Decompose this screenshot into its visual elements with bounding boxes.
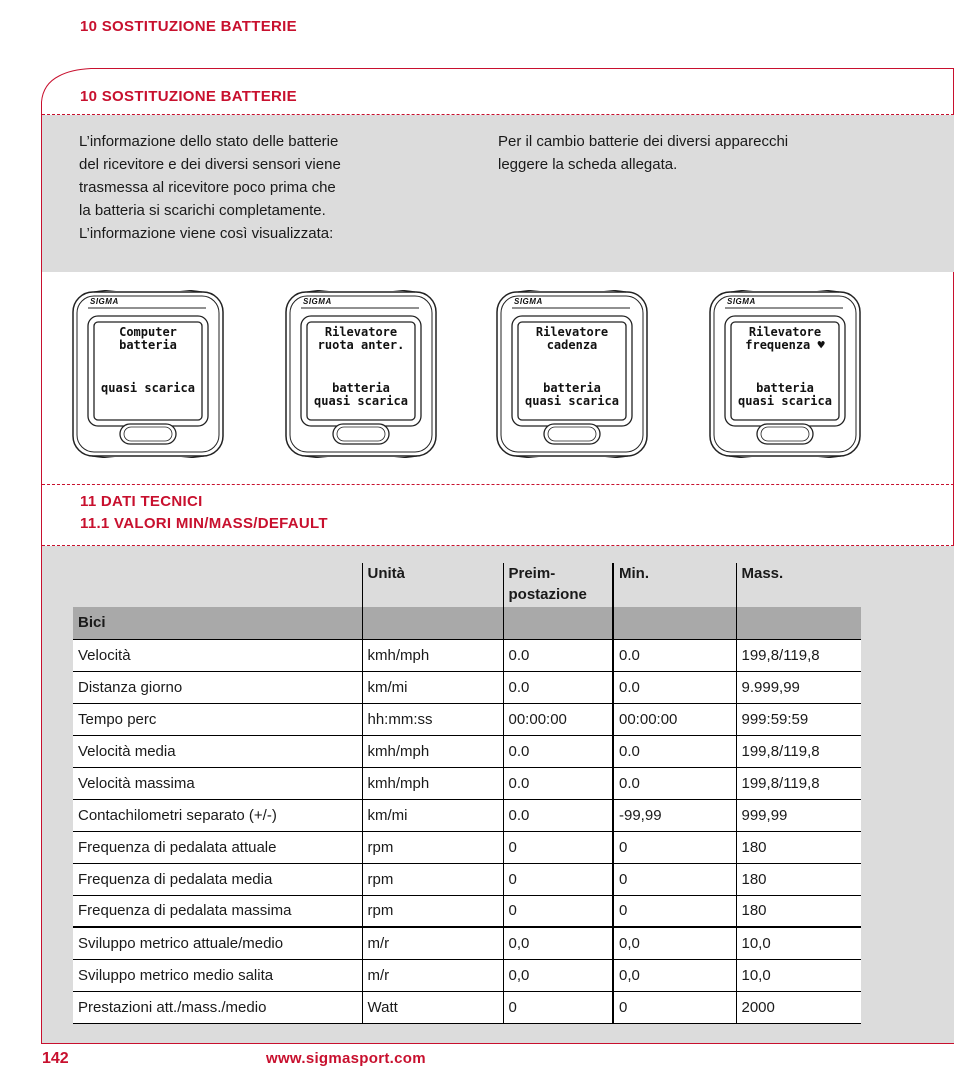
table-cell-max: 180 <box>736 895 861 927</box>
table-cell-label: Contachilometri separato (+/-) <box>73 799 362 831</box>
header-max: Mass. <box>736 563 861 607</box>
table-cell-min: 0.0 <box>613 767 736 799</box>
table-cell-max: 2000 <box>736 991 861 1023</box>
table-cell-unit: kmh/mph <box>362 639 503 671</box>
table-cell-label: Frequenza di pedalata media <box>73 863 362 895</box>
table-cell-max: 180 <box>736 863 861 895</box>
table-row <box>73 767 861 799</box>
table-cell-min: 0.0 <box>613 639 736 671</box>
table-cell-label: Frequenza di pedalata attuale <box>73 831 362 863</box>
section-10-title: 10 SOSTITUZIONE BATTERIE <box>80 88 297 105</box>
table-row <box>73 671 861 703</box>
table-cell-preset: 00:00:00 <box>503 703 613 735</box>
table-row <box>73 863 861 895</box>
table-cell-preset: 0.0 <box>503 767 613 799</box>
device-screen-text: quasi scarica <box>525 394 619 408</box>
table-cell-label: Velocità massima <box>73 767 362 799</box>
table-cell-label: Prestazioni att./mass./medio <box>73 991 362 1023</box>
category-row <box>73 607 861 639</box>
header-label <box>73 563 362 607</box>
table-cell-unit: Watt <box>362 991 503 1023</box>
category-label: Bici <box>73 607 362 639</box>
header-unit: Unità <box>362 563 503 607</box>
intro-right-text <box>498 130 878 176</box>
table-cell-preset: 0 <box>503 991 613 1023</box>
device-screen-text: quasi scarica <box>101 381 195 395</box>
table-cell-label: Tempo perc <box>73 703 362 735</box>
running-header: 10 SOSTITUZIONE BATTERIE <box>80 18 297 35</box>
device-screen-text: Rilevatore <box>748 325 822 339</box>
section-divider <box>42 484 954 485</box>
device-screen-text: batteria <box>756 381 814 395</box>
device-screen-text: Rilevatore <box>324 325 398 339</box>
header-preset-text: Preim- postazione <box>508 565 587 603</box>
table-cell-preset: 0.0 <box>503 639 613 671</box>
table-cell-max: 180 <box>736 831 861 863</box>
table-cell-unit: km/mi <box>362 671 503 703</box>
table-cell-unit: hh:mm:ss <box>362 703 503 735</box>
device-screen-text: frequenza ♥ <box>745 338 825 352</box>
table-cell-preset: 0.0 <box>503 799 613 831</box>
category-cell <box>362 607 503 639</box>
category-cell <box>613 607 736 639</box>
table-row <box>73 735 861 767</box>
footer-url[interactable]: www.sigmasport.com <box>266 1050 426 1067</box>
device-screen-text: Computer <box>119 325 177 339</box>
table-cell-min: -99,99 <box>613 799 736 831</box>
table-cell-unit: rpm <box>362 863 503 895</box>
table-cell-unit: kmh/mph <box>362 735 503 767</box>
table-cell-max: 9.999,99 <box>736 671 861 703</box>
table-cell-label: Frequenza di pedalata massima <box>73 895 362 927</box>
brand-logo: SIGMA <box>303 297 332 306</box>
table-cell-min: 0 <box>613 831 736 863</box>
table-row <box>73 703 861 735</box>
table-cell-unit: rpm <box>362 831 503 863</box>
table-cell-unit: m/r <box>362 959 503 991</box>
table-row <box>73 959 861 991</box>
device-screen-text: cadenza <box>546 338 598 352</box>
table-cell-min: 0 <box>613 991 736 1023</box>
table-cell-min: 0 <box>613 863 736 895</box>
header-min: Min. <box>613 563 736 607</box>
table-cell-preset: 0 <box>503 831 613 863</box>
bike-computer-device <box>285 290 437 458</box>
table-cell-unit: km/mi <box>362 799 503 831</box>
brand-logo: SIGMA <box>514 297 543 306</box>
section-11-subtitle: 11.1 VALORI MIN/MASS/DEFAULT <box>80 515 328 532</box>
table-cell-min: 0.0 <box>613 735 736 767</box>
table-cell-preset: 0,0 <box>503 927 613 959</box>
table-row <box>73 991 861 1023</box>
table-cell-max: 10,0 <box>736 927 861 959</box>
table-cell-min: 0,0 <box>613 959 736 991</box>
brand-logo: SIGMA <box>90 297 119 306</box>
intro-right-paragraph: Per il cambio batterie dei diversi apparecchi leggere la scheda allegata. <box>498 133 789 173</box>
table-cell-preset: 0.0 <box>503 735 613 767</box>
table-cell-unit: m/r <box>362 927 503 959</box>
table-cell-unit: rpm <box>362 895 503 927</box>
table-cell-label: Sviluppo metrico attuale/medio <box>73 927 362 959</box>
table-cell-max: 999,99 <box>736 799 861 831</box>
table-cell-label: Sviluppo metrico medio salita <box>73 959 362 991</box>
intro-left-text <box>79 130 409 245</box>
table-cell-preset: 0 <box>503 863 613 895</box>
table-cell-label: Distanza giorno <box>73 671 362 703</box>
device-screen-text: batteria <box>119 338 177 352</box>
table-row <box>73 927 861 959</box>
device-screen-text: quasi scarica <box>314 394 408 408</box>
table-cell-min: 0 <box>613 895 736 927</box>
section-11-title: 11 DATI TECNICI <box>80 493 203 510</box>
table-cell-min: 00:00:00 <box>613 703 736 735</box>
page-number: 142 <box>42 1050 69 1067</box>
category-cell <box>503 607 613 639</box>
table-row <box>73 799 861 831</box>
table-row <box>73 831 861 863</box>
table-cell-min: 0,0 <box>613 927 736 959</box>
table-cell-min: 0.0 <box>613 671 736 703</box>
brand-logo: SIGMA <box>727 297 756 306</box>
device-screen-text: ruota anter. <box>317 338 405 352</box>
table-cell-unit: kmh/mph <box>362 767 503 799</box>
device-screen-text: quasi scarica <box>738 394 832 408</box>
table-cell-preset: 0,0 <box>503 959 613 991</box>
category-cell <box>736 607 861 639</box>
table-cell-label: Velocità <box>73 639 362 671</box>
table-row <box>73 639 861 671</box>
bike-computer-device <box>709 290 861 458</box>
table-cell-label: Velocità media <box>73 735 362 767</box>
table-cell-max: 199,8/119,8 <box>736 767 861 799</box>
device-screen-text: batteria <box>332 381 390 395</box>
intro-left-paragraph: L’informazione dello stato delle batterie del ricevitore e dei diversi sensori viene trasmessa al ricevitore poco prima che la batteria si scarichi completamente. L’informazione viene così visualizzata: <box>79 133 341 242</box>
bike-computer-device <box>72 290 224 458</box>
table-cell-preset: 0.0 <box>503 671 613 703</box>
table-row <box>73 895 861 927</box>
spec-table <box>73 563 861 1024</box>
table-cell-max: 999:59:59 <box>736 703 861 735</box>
table-cell-max: 10,0 <box>736 959 861 991</box>
table-cell-preset: 0 <box>503 895 613 927</box>
device-screen-text: batteria <box>543 381 601 395</box>
device-screen-text: Rilevatore <box>535 325 609 339</box>
table-cell-max: 199,8/119,8 <box>736 735 861 767</box>
table-header-row <box>73 563 861 607</box>
table-cell-max: 199,8/119,8 <box>736 639 861 671</box>
bike-computer-device <box>496 290 648 458</box>
header-preset <box>503 563 613 607</box>
